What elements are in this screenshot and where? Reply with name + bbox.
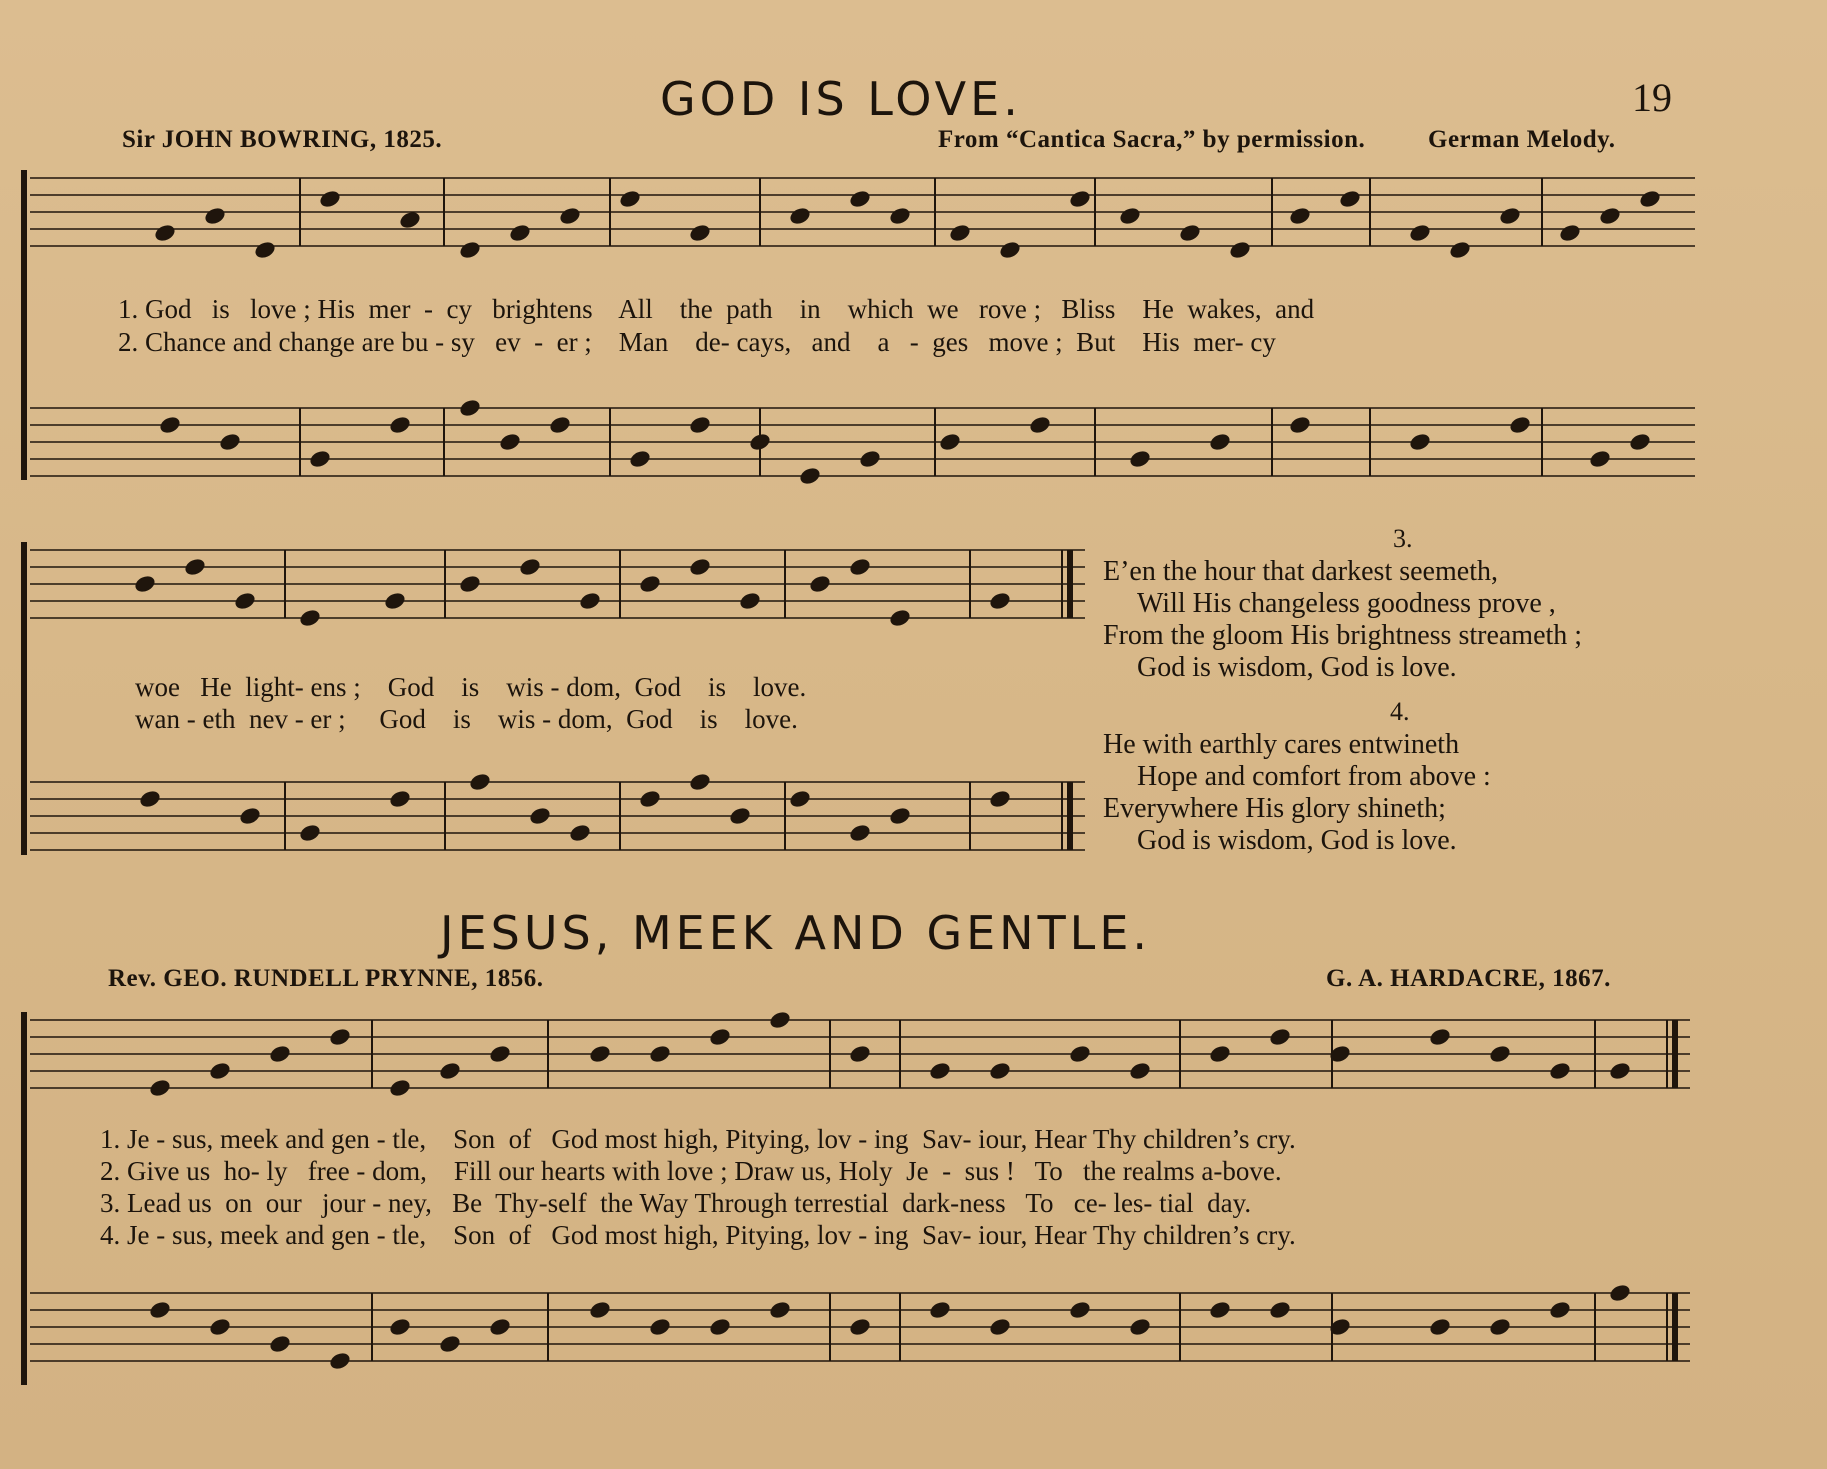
hymn1-sys1-bass-notehead xyxy=(1129,450,1150,468)
hymn1-sys2-treble-notehead xyxy=(384,592,405,610)
hymn1-sys1-treble-notehead xyxy=(509,224,530,242)
hymn1-sys2-treble-notehead xyxy=(889,609,910,627)
hymn1-sys1-treble-notehead xyxy=(1339,190,1360,208)
hymn1-sys1-bass-notehead xyxy=(219,433,240,451)
hymn2-treble-notehead xyxy=(149,1079,170,1097)
hymn2-bass-notehead xyxy=(439,1335,460,1353)
hymn1-system1-lyric-line2: 2. Chance and change are bu - sy ev - er ; Man de- cays, and a - ges move ; But His mer- cy xyxy=(118,327,1276,357)
hymn1-sys2-treble-notehead xyxy=(809,575,830,593)
hymn1-sys1-treble-notehead xyxy=(949,224,970,242)
hymn1-sys2-bass-notehead xyxy=(299,824,320,842)
hymn1-sys1-bass-notehead xyxy=(749,433,770,451)
hymn2-treble-notehead xyxy=(1269,1028,1290,1046)
hymn1-sys2-bass-notehead xyxy=(639,790,660,808)
hymn1-system2-lyric-line2: wan - eth nev - er ; God is wis - dom, God is love. xyxy=(135,704,798,734)
hymn2-composer-credit: G. A. HARDACRE, 1867. xyxy=(1326,965,1611,992)
hymn1-sys2-treble-notehead xyxy=(849,558,870,576)
hymn1-sys1-bass-notehead xyxy=(549,416,570,434)
hymn2-treble-notehead xyxy=(1549,1062,1570,1080)
hymn1-sys1-treble-notehead xyxy=(154,224,175,242)
hymn2-treble-notehead xyxy=(329,1028,350,1046)
hymn2-bass-notehead xyxy=(849,1318,870,1336)
hymn1-sys1-treble-notehead xyxy=(1289,207,1310,225)
hymn1-system2-lyric-line1: woe He light- ens ; God is wis - dom, God is love. xyxy=(135,672,807,702)
hymn1-sys2-bass-notehead xyxy=(569,824,590,842)
hymn1-sys1-bass-notehead xyxy=(1029,416,1050,434)
verse4-line1: He with earthly cares entwineth xyxy=(1103,729,1460,760)
hymn1-sys1-bass-notehead xyxy=(1289,416,1310,434)
hymn2-bass-notehead xyxy=(709,1318,730,1336)
hymn2-treble-notehead xyxy=(209,1062,230,1080)
hymn2-treble-notehead xyxy=(1609,1062,1630,1080)
hymn1-sys1-treble-notehead xyxy=(1559,224,1580,242)
hymn1-sys2-treble-notehead xyxy=(184,558,205,576)
hymn1-sys1-bass-notehead xyxy=(939,433,960,451)
hymn2-bass-notehead xyxy=(1129,1318,1150,1336)
hymn2-treble-notehead xyxy=(649,1045,670,1063)
hymn1-sys2-treble-notehead xyxy=(134,575,155,593)
verse4-line3: Everywhere His glory shineth; xyxy=(1103,793,1446,824)
hymn1-title: GOD IS LOVE. xyxy=(660,72,1022,126)
hymn2-treble-notehead xyxy=(1209,1045,1230,1063)
hymn1-sys1-bass-notehead xyxy=(1589,450,1610,468)
hymn2-treble-notehead xyxy=(1429,1028,1450,1046)
hymn1-sys2-bass-notehead xyxy=(889,807,910,825)
verse4-number: 4. xyxy=(1390,697,1410,726)
hymn1-author-credit: Sir JOHN BOWRING, 1825. xyxy=(122,126,443,153)
hymn1-sys1-treble-notehead xyxy=(1499,207,1520,225)
page-number: 19 xyxy=(1632,75,1672,120)
hymn1-sys1-bass-notehead xyxy=(309,450,330,468)
hymn2-treble-notehead xyxy=(389,1079,410,1097)
hymn1-sys2-bass-notehead xyxy=(239,807,260,825)
hymn1-sys1-treble-notehead xyxy=(999,241,1020,259)
hymn1-sys2-treble-notehead xyxy=(689,558,710,576)
hymn2-lyric-line2: 2. Give us ho- ly free - dom, Fill our hearts with love ; Draw us, Holy Je - sus ! To the realms a-bove. xyxy=(100,1156,1282,1186)
hymn1-sys1-bass-notehead xyxy=(859,450,880,468)
hymn1-sys1-treble-notehead xyxy=(559,207,580,225)
hymn1-sys1-treble-notehead xyxy=(1229,241,1250,259)
hymn1-sys1-treble-notehead xyxy=(459,241,480,259)
hymn2-lyric-line4: 4. Je - sus, meek and gen - tle, Son of God most high, Pitying, lov - ing Sav- iour, Hear Thy children’s cry. xyxy=(100,1220,1296,1250)
hymn1-sys2-bass-notehead xyxy=(989,790,1010,808)
hymn2-treble-notehead xyxy=(1069,1045,1090,1063)
hymn2-treble-notehead xyxy=(269,1045,290,1063)
hymn2-bass-notehead xyxy=(1269,1301,1290,1319)
hymn1-sys1-treble-notehead xyxy=(1409,224,1430,242)
hymn1-sys1-treble-notehead xyxy=(1069,190,1090,208)
hymn1-sys2-bass-notehead xyxy=(729,807,750,825)
hymn2-bass-notehead xyxy=(209,1318,230,1336)
hymn1-sys1-treble-notehead xyxy=(1179,224,1200,242)
hymn1-sys1-treble-notehead xyxy=(1449,241,1470,259)
hymn2-treble-notehead xyxy=(849,1045,870,1063)
hymn1-sys2-bass-notehead xyxy=(139,790,160,808)
hymn2-bass-notehead xyxy=(769,1301,790,1319)
hymn2-treble-notehead xyxy=(769,1011,790,1029)
hymn1-system1-lyric-line1: 1. God is love ; His mer - cy brightens All the path in which we rove ; Bliss He wakes, and xyxy=(118,294,1315,324)
hymn2-title: JESUS, MEEK AND GENTLE. xyxy=(440,906,1152,960)
hymn1-sys2-bass-notehead xyxy=(529,807,550,825)
hymn1-sys1-treble-notehead xyxy=(254,241,275,259)
hymn1-sys1-bass-notehead xyxy=(1409,433,1430,451)
hymn2-author-credit: Rev. GEO. RUNDELL PRYNNE, 1856. xyxy=(108,965,544,992)
hymn1-sys2-treble-notehead xyxy=(459,575,480,593)
hymn1-sys1-treble-notehead xyxy=(399,211,420,229)
hymn1-sys1-treble-notehead xyxy=(319,190,340,208)
hymn1-sys2-treble-notehead xyxy=(234,592,255,610)
hymn2-bass-notehead xyxy=(1069,1301,1090,1319)
verse4-line4: God is wisdom, God is love. xyxy=(1137,825,1457,856)
hymn1-sys2-treble-notehead xyxy=(519,558,540,576)
hymn2-bass-notehead xyxy=(269,1335,290,1353)
hymn1-sys1-bass-notehead xyxy=(1629,433,1650,451)
hymn2-lyric-line1: 1. Je - sus, meek and gen - tle, Son of God most high, Pitying, lov - ing Sav- iour, Hear Thy children’s cry. xyxy=(100,1124,1296,1154)
hymn2-treble-notehead xyxy=(989,1062,1010,1080)
hymn1-sys2-bass-notehead xyxy=(849,824,870,842)
verse3-line1: E’en the hour that darkest seemeth, xyxy=(1103,556,1498,587)
hymn1-tune-credit: German Melody. xyxy=(1428,126,1616,153)
hymn1-sys1-treble-notehead xyxy=(889,207,910,225)
hymn2-bass-notehead xyxy=(1609,1284,1630,1302)
hymn2-treble-notehead xyxy=(439,1062,460,1080)
hymn1-sys2-bass-notehead xyxy=(469,773,490,791)
hymn1-sys1-bass-notehead xyxy=(459,399,480,417)
hymn2-bass-notehead xyxy=(989,1318,1010,1336)
hymn1-sys1-bass-notehead xyxy=(499,433,520,451)
hymn1-sys2-treble-notehead xyxy=(299,609,320,627)
hymn1-sys1-treble-notehead xyxy=(789,207,810,225)
hymn1-sys1-bass-notehead xyxy=(689,416,710,434)
verse3-number: 3. xyxy=(1393,524,1413,553)
hymn2-bass-notehead xyxy=(149,1301,170,1319)
verse4-line2: Hope and comfort from above : xyxy=(1137,761,1491,792)
hymn1-sys1-bass-notehead xyxy=(629,450,650,468)
hymn1-sys2-bass-notehead xyxy=(689,773,710,791)
hymn1-sys1-bass-notehead xyxy=(159,416,180,434)
hymn1-sys2-treble-notehead xyxy=(579,592,600,610)
hymn2-bass-notehead xyxy=(589,1301,610,1319)
hymn1-sys1-treble-notehead xyxy=(204,207,225,225)
hymn2-treble-notehead xyxy=(929,1062,950,1080)
hymn2-bass-notehead xyxy=(329,1352,350,1370)
hymn1-sys1-treble-notehead xyxy=(689,224,710,242)
hymn2-bass-notehead xyxy=(489,1318,510,1336)
hymn2-bass-notehead xyxy=(389,1318,410,1336)
hymn1-sys1-bass-notehead xyxy=(1509,416,1530,434)
hymn2-lyric-line3: 3. Lead us on our jour - ney, Be Thy-self the Way Through terrestial dark-ness To ce- les- tial day. xyxy=(100,1188,1252,1218)
hymn1-sys1-treble-notehead xyxy=(849,190,870,208)
hymn1-sys1-bass-notehead xyxy=(1209,433,1230,451)
hymn1-sys1-bass-notehead xyxy=(389,416,410,434)
hymn2-treble-notehead xyxy=(709,1028,730,1046)
hymn2-bass-notehead xyxy=(1489,1318,1510,1336)
hymn1-sys1-treble-notehead xyxy=(619,190,640,208)
hymn2-bass-notehead xyxy=(929,1301,950,1319)
hymn2-treble-notehead xyxy=(1489,1045,1510,1063)
verse3-line3: From the gloom His brightness streameth ; xyxy=(1103,620,1583,651)
hymn2-bass-notehead xyxy=(1549,1301,1570,1319)
hymn2-treble-notehead xyxy=(589,1045,610,1063)
hymn2-bass-notehead xyxy=(1429,1318,1450,1336)
hymn1-sys2-treble-notehead xyxy=(989,592,1010,610)
hymn1-source-credit: From “Cantica Sacra,” by permission. xyxy=(938,126,1366,153)
hymn1-sys1-treble-notehead xyxy=(1599,207,1620,225)
hymn1-sys2-treble-notehead xyxy=(639,575,660,593)
hymn2-bass-notehead xyxy=(649,1318,670,1336)
hymn2-treble-notehead xyxy=(489,1045,510,1063)
verse3-line4: God is wisdom, God is love. xyxy=(1137,652,1457,683)
hymn1-sys2-bass-notehead xyxy=(389,790,410,808)
hymn2-treble-notehead xyxy=(1129,1062,1150,1080)
hymn1-sys2-bass-notehead xyxy=(789,790,810,808)
hymn1-sys1-treble-notehead xyxy=(1119,207,1140,225)
hymn1-sys1-bass-notehead xyxy=(799,467,820,485)
hymn2-bass-notehead xyxy=(1209,1301,1230,1319)
verse3-line2: Will His changeless goodness prove , xyxy=(1137,588,1556,619)
hymn1-sys2-treble-notehead xyxy=(739,592,760,610)
hymn1-sys1-treble-notehead xyxy=(1639,190,1660,208)
